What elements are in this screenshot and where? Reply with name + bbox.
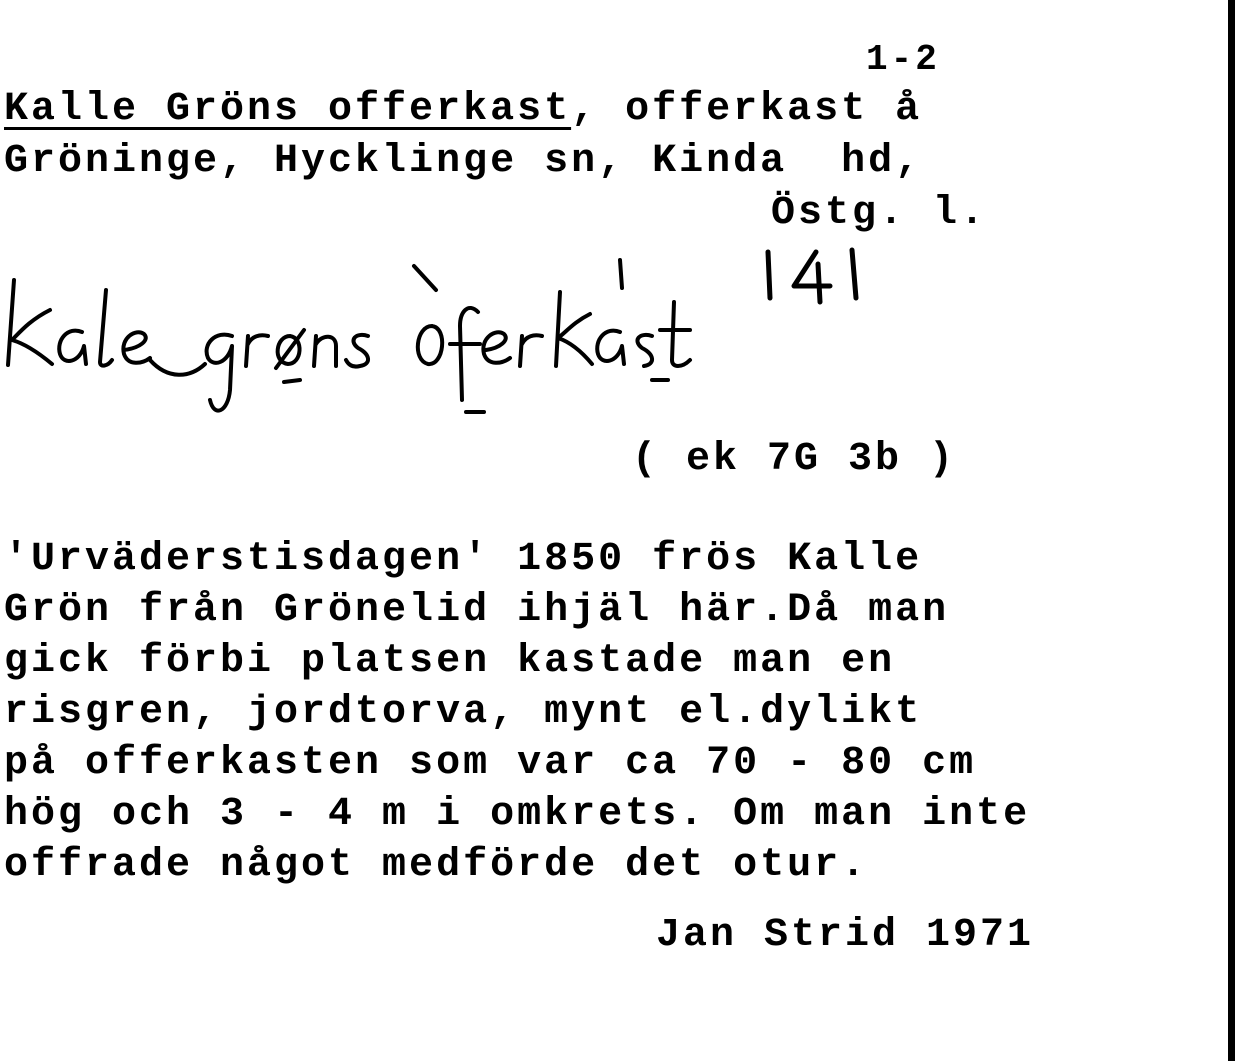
description-line: Grön från Grönelid ihjäl här.Då man — [4, 588, 950, 633]
description-line: hög och 3 - 4 m i omkrets. Om man inte — [4, 792, 1031, 837]
card-right-edge — [1228, 0, 1235, 1061]
title-line-3: Östg. l. — [771, 191, 988, 236]
signature: Jan Strid 1971 — [656, 913, 1035, 958]
description-line: offrade något medförde det otur. — [4, 843, 869, 888]
description-line: risgren, jordtorva, mynt el.dylikt — [4, 690, 923, 735]
title-line-1-rest: , offerkast å — [571, 87, 923, 132]
description-line: på offerkasten som var ca 70 - 80 cm — [4, 741, 977, 786]
handwritten-annotation — [0, 240, 900, 430]
classification-code: ( ek 7G 3b ) — [632, 437, 957, 482]
description-line: 'Urväderstisdagen' 1850 frös Kalle — [4, 537, 923, 582]
description-line: gick förbi platsen kastade man en — [4, 639, 896, 684]
title-line-2: Gröninge, Hycklinge sn, Kinda hd, — [4, 139, 923, 184]
handwritten-number-141 — [750, 240, 880, 320]
card-number: 1-2 — [866, 39, 940, 80]
site-name: Kalle Gröns offerkast — [4, 87, 572, 132]
title-line-1 — [4, 86, 922, 134]
